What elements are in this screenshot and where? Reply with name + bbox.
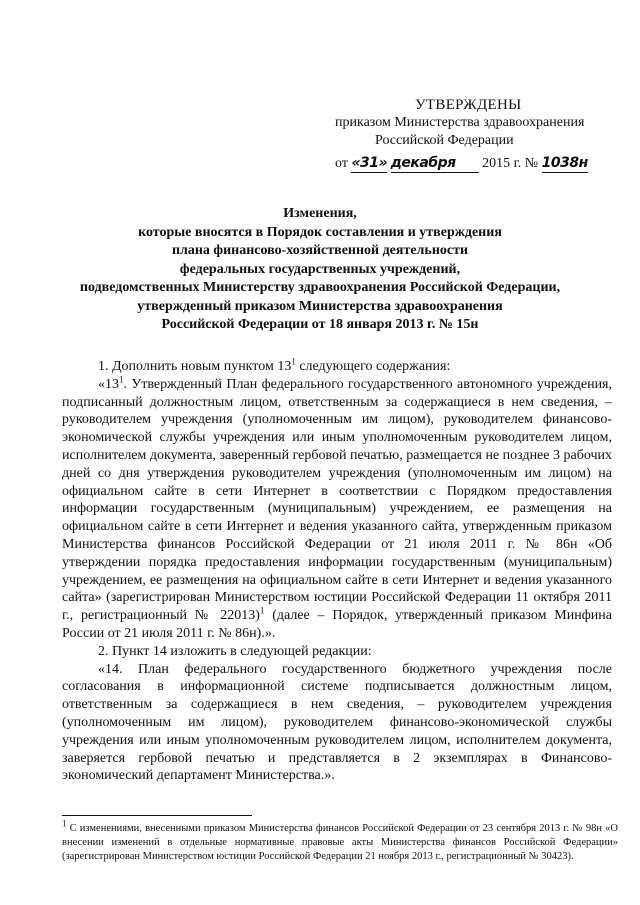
approval-title: УТВЕРЖДЕНЫ [415, 97, 522, 113]
approval-number: 1038н [541, 155, 588, 171]
footnote-mark: 1 [62, 818, 67, 829]
paragraph-2 [62, 376, 612, 643]
approval-from: от [335, 156, 348, 171]
heading-line: плана финансово-хозяйственной деятельности [171, 243, 469, 258]
approval-month: декабря [391, 154, 479, 173]
superscript: 1 [119, 374, 124, 385]
paragraph-2-text: . Утвержденный План федерального государственного автономного учреждения, подписанный должностным лицом, ответственным за содержащиеся в нем сведения, – руководителем учреждения (уполномоченным им лицом), руководителем финансово-экономической службы учреждения или иным уполномоченным руководителем лицом, исполнителем документа, заверенный гербовой печатью, размещается не позднее 3 рабочих дней со дня утверждения руководителем учреждения (уполномоченным им лицом) на официальном сайте в сети Интернет в соответствии с Порядком предоставления информации государственным (муниципальным) учреждением, ее размещения на официальном сайте в сети Интернет и ведения указанного сайта, утвержденным приказом Министерства финансов Российской Федерации от 21 июля 2011 г. № 86н «Об утверждении порядка предоставления информации государственным (муниципальным) учреждением, ее размещения на официальном сайте в сети Интернет и ведения указанного сайта» (зарегистрирован Министерством юстиции Российской Федерации 11 октября 2011 г., регистрационный № 22013) [62, 376, 612, 624]
approval-date-line [335, 154, 625, 173]
approval-issuer-line: приказом Министерства здравоохранения [335, 115, 585, 130]
heading-line: Изменения, [283, 206, 357, 221]
footnote-ref: 1 [259, 605, 265, 616]
paragraph-2-end: (далее – Порядок, утвержденный приказом Минфина России от 21 июля 2011 г. № 86н).». [62, 608, 613, 641]
paragraph-4: «14. План федерального государственного бюджетного учреждения после согласования в информационной системе подписывается должностным лицом, ответственным за содержащиеся в нем сведения, – руководителем учреждения (уполномоченным им лицом), руководителем финансово-экономической службы учреждения или иным уполномоченным руководителем лицом, исполнителем документа, заверяется гербовой печатью и представляется в 2 экземплярах в Финансово-экономический департамент Министерства.». [62, 661, 612, 784]
heading-line: которые вносятся в Порядок составления и утверждения [138, 224, 502, 240]
document-body [62, 358, 612, 785]
approval-year: 2015 г. № [482, 156, 539, 171]
paragraph-2-start: «13 [98, 376, 119, 392]
heading-line: федеральных государственных учреждений, [179, 261, 461, 277]
heading-line: утвержденный приказом Министерства здравоохранения [137, 298, 503, 314]
heading-line: подведомственных Министерству здравоохранения Российской Федерации, [79, 280, 561, 295]
paragraph-1 [62, 358, 612, 376]
paragraph-3: 2. Пункт 14 изложить в следующей редакции: [98, 643, 372, 659]
superscript: 1 [291, 356, 296, 367]
paragraph-1-text: 1. Дополнить новым пунктом 13 [98, 359, 292, 374]
approval-day: «31» [351, 155, 388, 171]
heading-line: Российской Федерации от 18 января 2013 г. № 15н [161, 317, 479, 332]
footnote-text: С изменениями, внесенными приказом Министерства финансов Российской Федерации от 23 сентября 2013 г. № 98н «О внесении изменений в отдельные нормативные правовые акты Министерства финансов Российской Федерации» (зарегистрирован Министерством юстиции Российской Федерации 21 ноября 2013 г., регистрационный № 30423). [62, 823, 618, 862]
approval-block [335, 96, 625, 173]
approval-country-line: Российской Федерации [375, 133, 514, 148]
footnote [62, 818, 618, 864]
paragraph-1-text-end: следующего содержания: [295, 359, 451, 374]
document-heading [40, 205, 600, 335]
footnote-divider [62, 815, 252, 816]
